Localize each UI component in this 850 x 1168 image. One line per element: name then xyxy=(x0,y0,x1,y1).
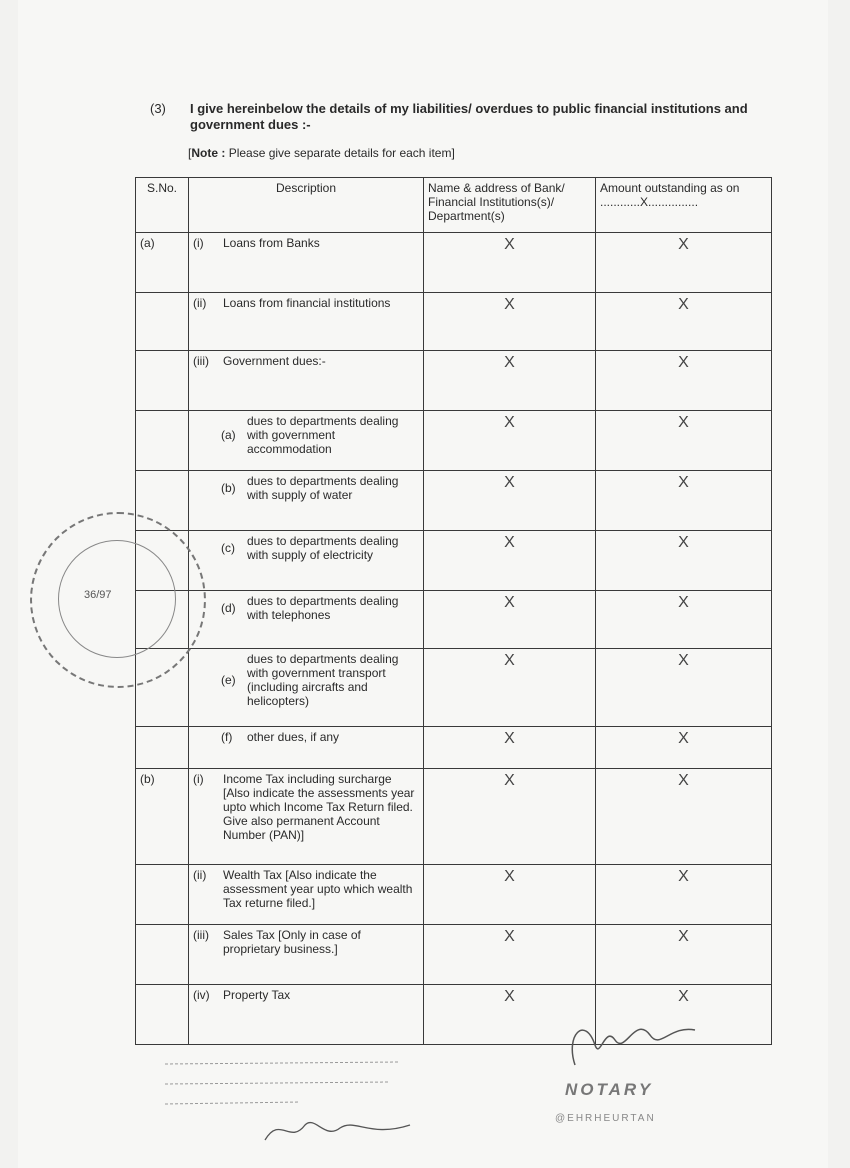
row-sno xyxy=(136,411,189,471)
row-sno xyxy=(136,351,189,411)
row-description xyxy=(189,727,424,769)
row-label: (d) xyxy=(221,601,236,615)
row-description xyxy=(189,471,424,531)
table-row xyxy=(136,591,772,649)
row-description xyxy=(189,865,424,925)
row-text: dues to departments dealing with government transport (including aircrafts and helicopters) xyxy=(247,652,399,708)
table-row xyxy=(136,471,772,531)
row-amount-mark: X xyxy=(596,925,772,985)
table-row xyxy=(136,727,772,769)
row-text: other dues, if any xyxy=(247,730,340,744)
seal-stamp xyxy=(30,512,206,688)
row-sno xyxy=(136,293,189,351)
table-row xyxy=(136,531,772,591)
row-label: (iii) xyxy=(193,928,209,942)
row-label: (iv) xyxy=(193,988,210,1002)
row-amount-mark: X xyxy=(596,233,772,293)
row-description xyxy=(189,351,424,411)
row-text: Government dues:- xyxy=(223,354,326,368)
row-description xyxy=(189,293,424,351)
table-row xyxy=(136,233,772,293)
row-sno xyxy=(136,727,189,769)
row-text: Loans from Banks xyxy=(223,236,320,250)
row-amount-mark: X xyxy=(596,351,772,411)
row-amount-mark: X xyxy=(596,649,772,727)
row-amount-mark: X xyxy=(596,293,772,351)
header-description: Description xyxy=(189,178,424,233)
row-name-mark: X xyxy=(424,591,596,649)
notary-signature xyxy=(555,995,715,1085)
row-amount-mark: X xyxy=(596,471,772,531)
row-text: dues to departments dealing with telephones xyxy=(247,594,399,622)
row-label: (f) xyxy=(221,730,233,744)
row-label: (a) xyxy=(221,428,236,442)
note-open-bracket: [ xyxy=(188,146,192,160)
row-label: (i) xyxy=(193,236,204,250)
note-line xyxy=(188,146,455,160)
row-name-mark: X xyxy=(424,649,596,727)
header-name-address: Name & address of Bank/ Financial Institutions(s)/ Department(s) xyxy=(424,178,596,233)
notary-stamp-subtext: @EHRHEURTAN xyxy=(555,1113,656,1124)
row-amount-mark: X xyxy=(596,591,772,649)
table-row xyxy=(136,293,772,351)
row-description xyxy=(189,769,424,865)
row-name-mark: X xyxy=(424,233,596,293)
row-description xyxy=(189,591,424,649)
header-amount: Amount outstanding as on ............X............... xyxy=(596,178,772,233)
row-label: (e) xyxy=(221,673,236,687)
row-label: (b) xyxy=(221,481,236,495)
note-label: Note : xyxy=(191,146,226,160)
row-amount-mark: X xyxy=(596,411,772,471)
row-name-mark: X xyxy=(424,985,596,1045)
row-name-mark: X xyxy=(424,531,596,591)
row-label: (c) xyxy=(221,541,235,555)
row-sno: (a) xyxy=(136,233,189,293)
liabilities-table xyxy=(135,177,772,1045)
table-row xyxy=(136,769,772,865)
row-name-mark: X xyxy=(424,411,596,471)
intro-text: I give hereinbelow the details of my liabilities/ overdues to public financial institutions and government dues :- xyxy=(190,101,748,132)
row-amount-mark: X xyxy=(596,865,772,925)
row-amount-mark: X xyxy=(596,985,772,1045)
table-row xyxy=(136,865,772,925)
seal-reg-number: 36/97 xyxy=(84,589,112,601)
row-amount-mark: X xyxy=(596,769,772,865)
table-header-row xyxy=(136,178,772,233)
row-sno xyxy=(136,865,189,925)
item-number: (3) xyxy=(150,101,166,116)
row-name-mark: X xyxy=(424,471,596,531)
notary-stamp-text: NOTARY xyxy=(565,1080,654,1099)
table-row xyxy=(136,925,772,985)
row-text: Loans from financial institutions xyxy=(223,296,391,310)
row-description xyxy=(189,411,424,471)
row-label: (ii) xyxy=(193,296,207,310)
table-row xyxy=(136,411,772,471)
row-sno xyxy=(136,925,189,985)
table-row xyxy=(136,649,772,727)
row-name-mark: X xyxy=(424,769,596,865)
row-text: dues to departments dealing with supply of electricity xyxy=(247,534,399,562)
row-label: (iii) xyxy=(193,354,209,368)
row-amount-mark: X xyxy=(596,727,772,769)
row-name-mark: X xyxy=(424,925,596,985)
note-text: Please give separate details for each item] xyxy=(228,146,455,160)
row-text: Wealth Tax [Also indicate the assessment year upto which wealth Tax returne filed.] xyxy=(223,868,413,910)
row-text: dues to departments dealing with government accommodation xyxy=(247,414,399,456)
row-text: Income Tax including surcharge [Also indicate the assessments year upto which Income Tax Return filed. Give also permanent Account Number (PAN)] xyxy=(223,772,415,842)
row-name-mark: X xyxy=(424,351,596,411)
row-description xyxy=(189,233,424,293)
row-sno: (b) xyxy=(136,769,189,865)
row-label: (ii) xyxy=(193,868,207,882)
table-row xyxy=(136,351,772,411)
row-text: dues to departments dealing with supply of water xyxy=(247,474,399,502)
header-sno: S.No. xyxy=(136,178,189,233)
row-sno xyxy=(136,985,189,1045)
row-description xyxy=(189,925,424,985)
row-description xyxy=(189,985,424,1045)
row-name-mark: X xyxy=(424,865,596,925)
row-description xyxy=(189,531,424,591)
row-text: Sales Tax [Only in case of proprietary business.] xyxy=(223,928,361,956)
row-name-mark: X xyxy=(424,727,596,769)
seal-inner-ring xyxy=(58,540,176,658)
row-text: Property Tax xyxy=(223,988,291,1002)
row-description xyxy=(189,649,424,727)
row-name-mark: X xyxy=(424,293,596,351)
row-amount-mark: X xyxy=(596,531,772,591)
row-label: (i) xyxy=(193,772,204,786)
footer-scribble-lines xyxy=(160,1058,420,1123)
